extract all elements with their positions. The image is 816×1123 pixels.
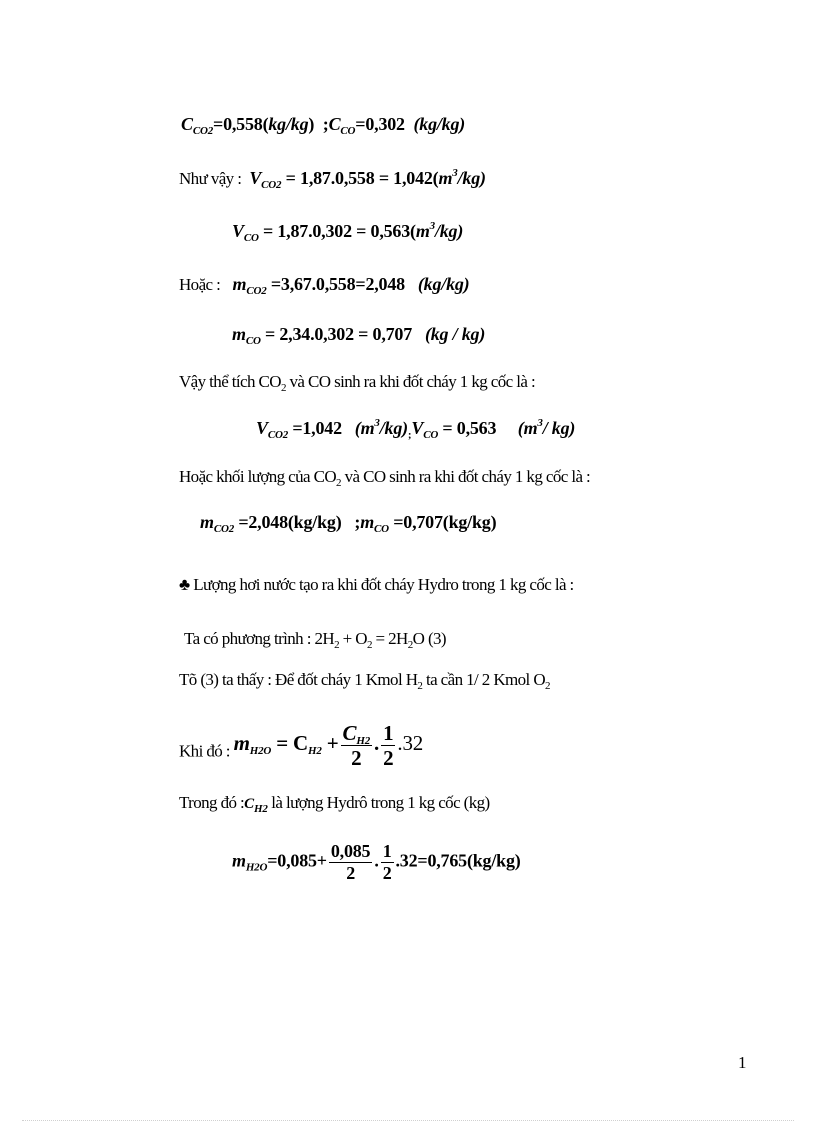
mass-co2-line (179, 274, 469, 295)
text-volume-summary: Vậy thể tích $CO_2$ và CO sinh ra khi đốt cháy 1 kg cốc là : (179, 372, 536, 394)
reaction-equation: Ta có phương trình : $2H_2 + O_2 = 2H_2O$ (3) (184, 629, 446, 651)
fraction-one-half-result: $\frac{1}{2}$ (382, 841, 392, 883)
formula-water-mass (179, 722, 423, 769)
text-mass-summary: Hoặc khối lượng của $CO_2$ và CO sinh ra khi đốt cháy 1 kg cốc là : (179, 467, 591, 489)
volume-co2-line (179, 168, 486, 189)
equation-m-co: $m_{CO} = 2,34.0,302 = 0,707$ (kg / kg) (232, 324, 486, 347)
fraction-ch2-over-2: $\frac{C_{H2}}{2}$ (342, 721, 371, 771)
equation-m-h2o-result: $m_{H2O}=0,085+$ $\frac{0,085}{2}$ . $\frac{1}{2}$ .32=0,765(kg/kg) (232, 841, 521, 883)
text-kmol-requirement: Tõ (3) ta thấy : Để đốt cháy 1 Kmol $H_2$ ta cần 1/ 2 Kmol $O_2$ (179, 670, 550, 692)
page-number: 1 (738, 1053, 747, 1072)
equation-concentrations: $C_{CO2}=0,558(kg/kg)$ $;C_{CO}=0,302$ (kg/kg) (181, 114, 466, 137)
equation-m-h2o-formula: $m_{H2O} = C_{H2}$ + $\frac{C_{H2}}{2}$ . $\frac{1}{2}$ .32 (233, 721, 424, 771)
label-hoac: Hoặc : (179, 275, 221, 294)
fraction-0085-over-2: $\frac{0,085}{2}$ (330, 841, 371, 883)
fraction-one-half: $\frac{1}{2}$ (383, 721, 394, 771)
equation-v-co2: $V_{CO2} = 1,87.0,558 = 1,042(m^3/kg)$ (249, 167, 486, 191)
equation-volumes-result: $V_{CO2} =1,042$ $(m^3/kg)_;V_{CO} = 0,563$ ($m^3/$ kg) (256, 417, 576, 441)
heading-water-vapor: ♣ Lượng hơi nước tạo ra khi đốt cháy Hydro trong 1 kg cốc là : (179, 575, 574, 594)
equation-masses-result: $m_{CO2} =2,048(kg/kg)$ $;m_{CO} =0,707(kg/kg)$ (200, 512, 497, 535)
equation-m-co2: $m_{CO2} =3,67.0,558=2,048$ (kg/kg) (232, 274, 470, 297)
club-bullet-icon: ♣ (179, 575, 190, 594)
equation-v-co: $V_{CO} = 1,87.0,302 = 0,563(m^3/kg)$ (232, 220, 464, 244)
page-bottom-divider (22, 1120, 794, 1121)
text-ch2-definition: Trong đó $:C_{H2}$ là lượng Hydrô trong 1 kg cốc (kg) (179, 793, 490, 815)
label-nhu-vay: Như vậy : (179, 169, 242, 188)
label-khi-do: Khi đó : (179, 741, 230, 761)
